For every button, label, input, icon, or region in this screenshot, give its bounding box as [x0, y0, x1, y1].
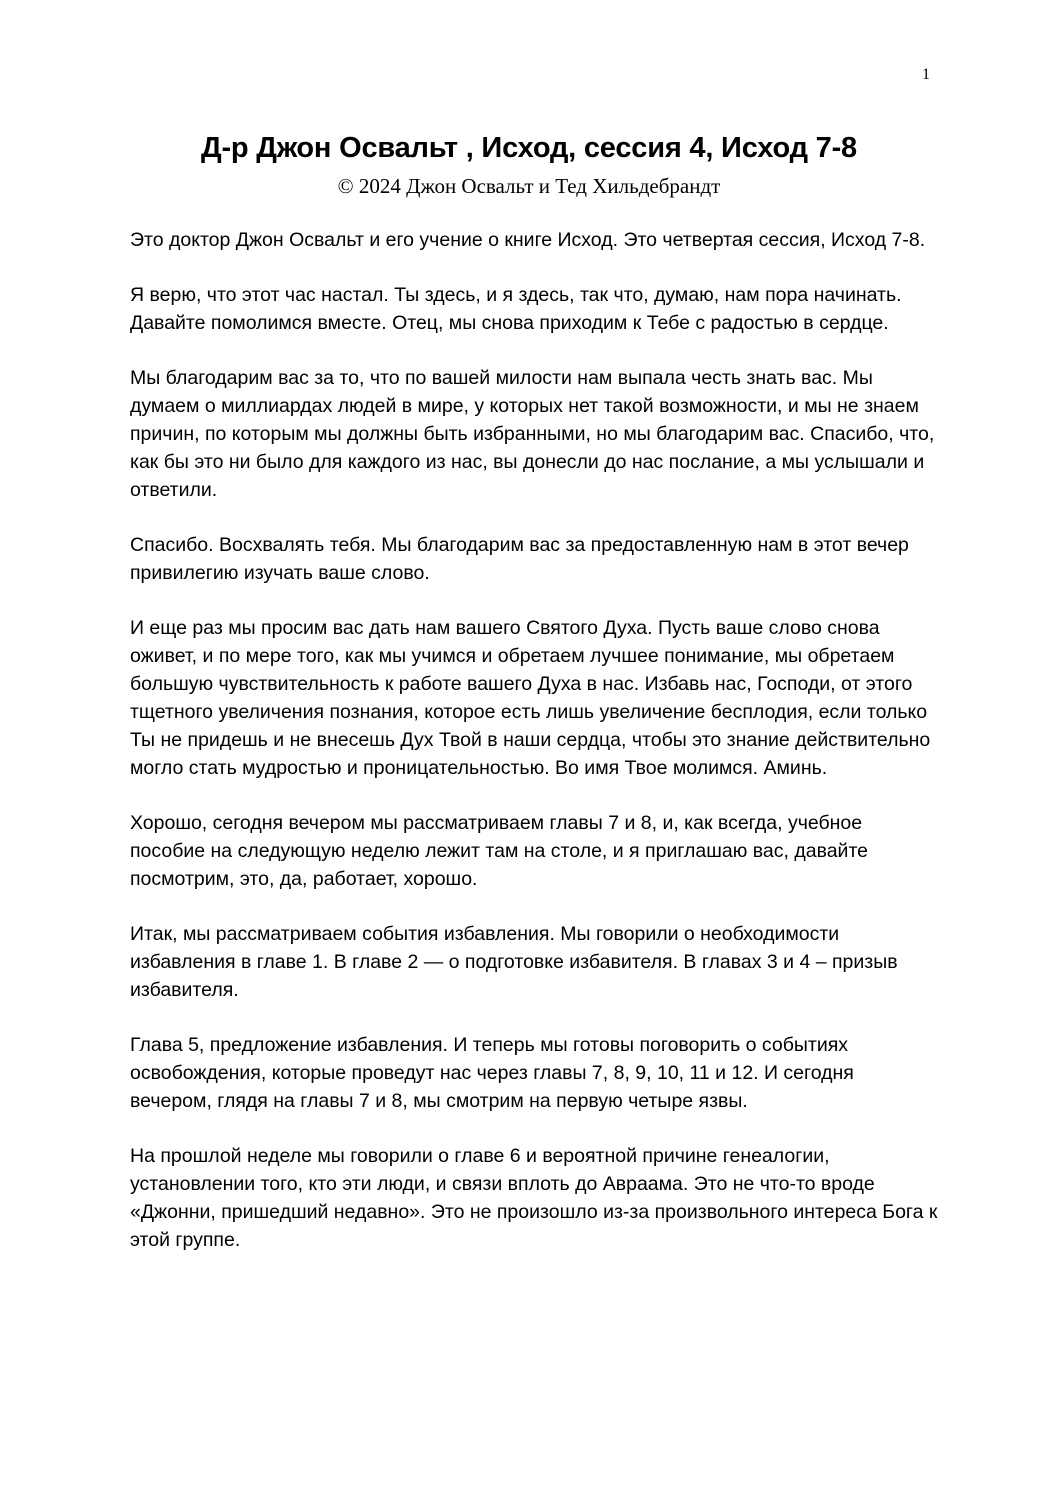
paragraph: Я верю, что этот час настал. Ты здесь, и я здесь, так что, думаю, нам пора начинать. Давайте помолимся вместе. Отец, мы снова приходим к Тебе с радостью в сердце.: [130, 284, 902, 334]
paragraph: Спасибо. Восхвалять тебя. Мы благодарим вас за предоставленную нам в этот вечер привилегию изучать ваше слово.: [130, 534, 909, 584]
document-title: Д-р Джон Освальт , Исход, сессия 4, Исход 7-8: [201, 132, 857, 164]
paragraph: На прошлой неделе мы говорили о главе 6 и вероятной причине генеалогии, установлении того, кто эти люди, и связи вплоть до Авраама. Это не что-то вроде «Джонни, пришедший недавно». Это не произошло из-за произвольного интереса Бога к этой группе.: [130, 1145, 938, 1251]
copyright-line: © 2024 Джон Освальт и Тед Хильдебрандт: [337, 174, 721, 198]
paragraph: И еще раз мы просим вас дать нам вашего Святого Духа. Пусть ваше слово снова оживет, и по мере того, как мы учимся и обретаем лучшее понимание, мы обретаем большую чувствительность к работе вашего Духа в нас. Избавь нас, Господи, от этого тщетного увеличения познания, которое есть лишь увеличение бесплодия, если только Ты не придешь и не внесешь Дух Твой в наши сердца, чтобы это знание действительно могло стать мудростью и проницательностью. Во имя Твое молимся. Аминь.: [130, 617, 931, 779]
paragraph: Это доктор Джон Освальт и его учение о книге Исход. Это четвертая сессия, Исход 7-8.: [130, 229, 926, 251]
paragraph: Мы благодарим вас за то, что по вашей милости нам выпала честь знать вас. Мы думаем о миллиардах людей в мире, у которых нет такой возможности, и мы не знаем причин, по которым мы должны быть избранными, но мы благодарим вас. Спасибо, что, как бы это ни было для каждого из нас, вы донесли до нас послание, а мы услышали и ответили.: [130, 367, 935, 501]
paragraph: Глава 5, предложение избавления. И теперь мы готовы поговорить о событиях освобождения, которые проведут нас через главы 7, 8, 9, 10, 11 и 12. И сегодня вечером, глядя на главы 7 и 8, мы смотрим на первую четыре язвы.: [130, 1034, 854, 1112]
page-number: 1: [922, 66, 930, 83]
paragraph: Хорошо, сегодня вечером мы рассматриваем главы 7 и 8, и, как всегда, учебное пособие на следующую неделю лежит там на столе, и я приглашаю вас, давайте посмотрим, это, да, работает, хорошо.: [130, 812, 869, 890]
document-body: [130, 226, 940, 1281]
paragraph: Итак, мы рассматриваем события избавления. Мы говорили о необходимости избавления в главе 1. В главе 2 — о подготовке избавителя. В главах 3 и 4 – призыв избавителя.: [130, 923, 898, 1001]
